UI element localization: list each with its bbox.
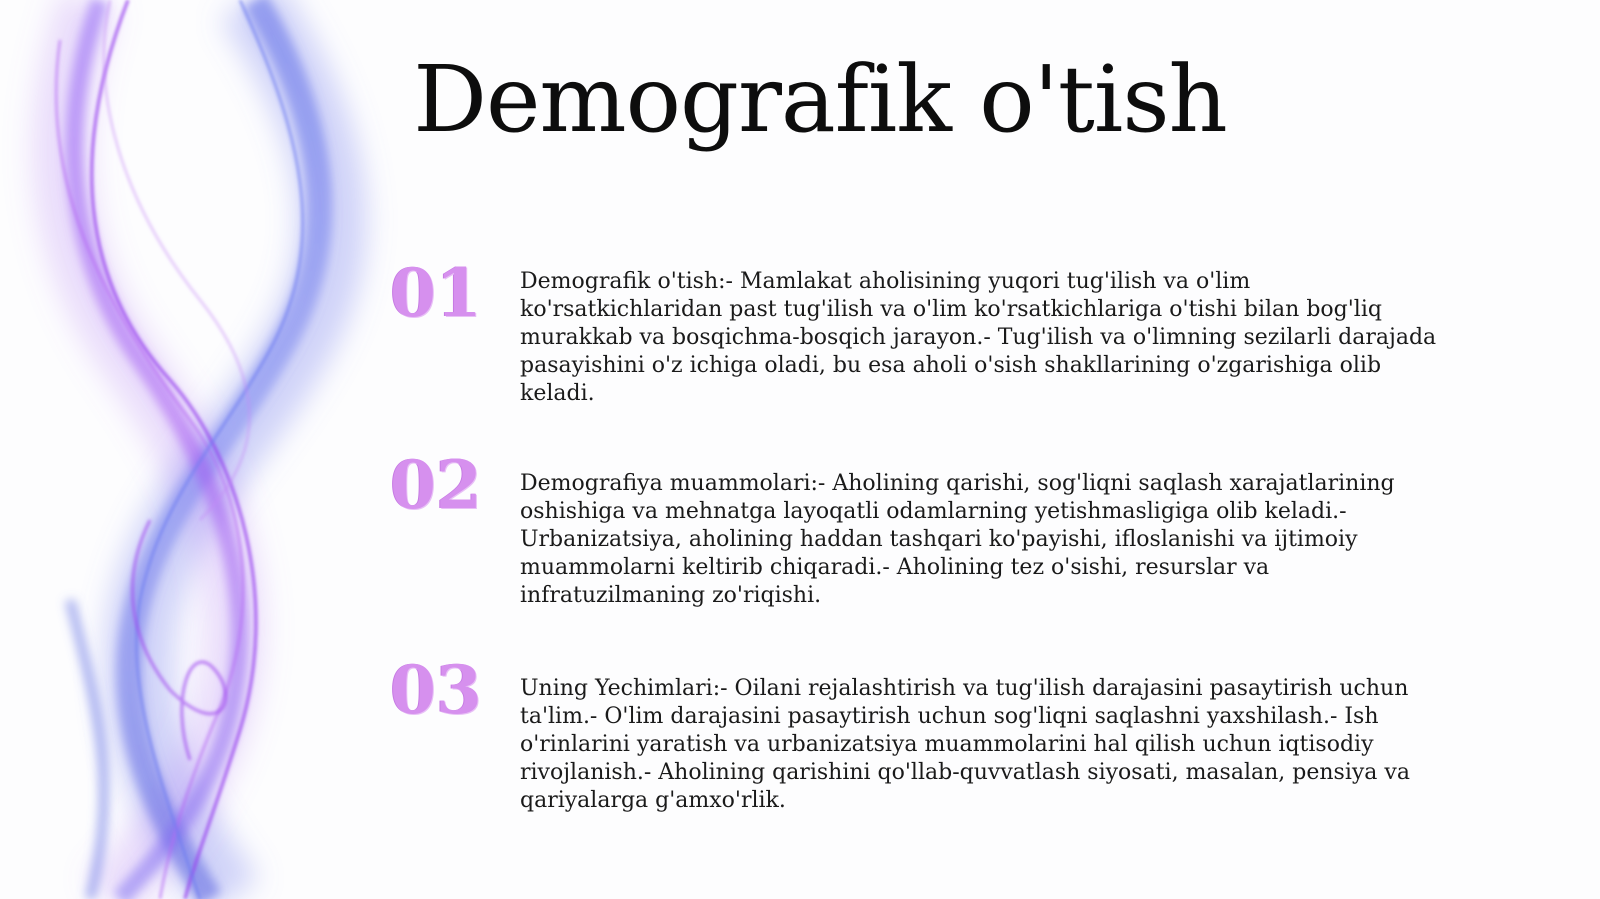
item-text: Demografiya muammolari:- Aholining qarishi, sog'liqni saqlash xarajatlarining oshishiga va mehnatga layoqatli odamlarning yetishmasligiga olib keladi.- Urbanizatsiya, aholining haddan tashqari ko'payishi, ifloslanishi va ijtimoiy muammolarni keltirib chiqaradi.- Aholining tez o'sishi, resurslar va infratuzilmaning zo'riqishi. bbox=[520, 471, 1395, 608]
item-number: 03 bbox=[390, 651, 482, 729]
purple-smoke-decoration bbox=[0, 0, 420, 899]
item-text: Demografik o'tish:- Mamlakat aholisining yuqori tug'ilish va o'lim ko'rsatkichlaridan past tug'ilish va o'lim ko'rsatkichlariga o'tishi bilan bog'liq murakkab va bosqichma-bosqich jarayon.- Tug'ilish va o'limning sezilarli darajada pasayishini o'z ichiga oladi, bu esa aholi o'sish shakllarining o'zgarishiga olib keladi. bbox=[520, 269, 1437, 406]
item-text: Uning Yechimlari:- Oilani rejalashtirish va tug'ilish darajasini pasaytirish uchun ta'lim.- O'lim darajasini pasaytirish uchun sog'liqni saqlashni yaxshilash.- Ish o'rinlarini yaratish va urbanizatsiya muammolarini hal qilish uchun iqtisodiy rivojlanish.- Aholining qarishini qo'llab-quvvatlash siyosati, masalan, pensiya va qariyalarga g'amxo'rlik. bbox=[520, 676, 1410, 813]
item-number: 02 bbox=[390, 446, 482, 524]
slide-title: Demografik o'tish bbox=[413, 46, 1227, 153]
item-number: 01 bbox=[390, 254, 482, 332]
